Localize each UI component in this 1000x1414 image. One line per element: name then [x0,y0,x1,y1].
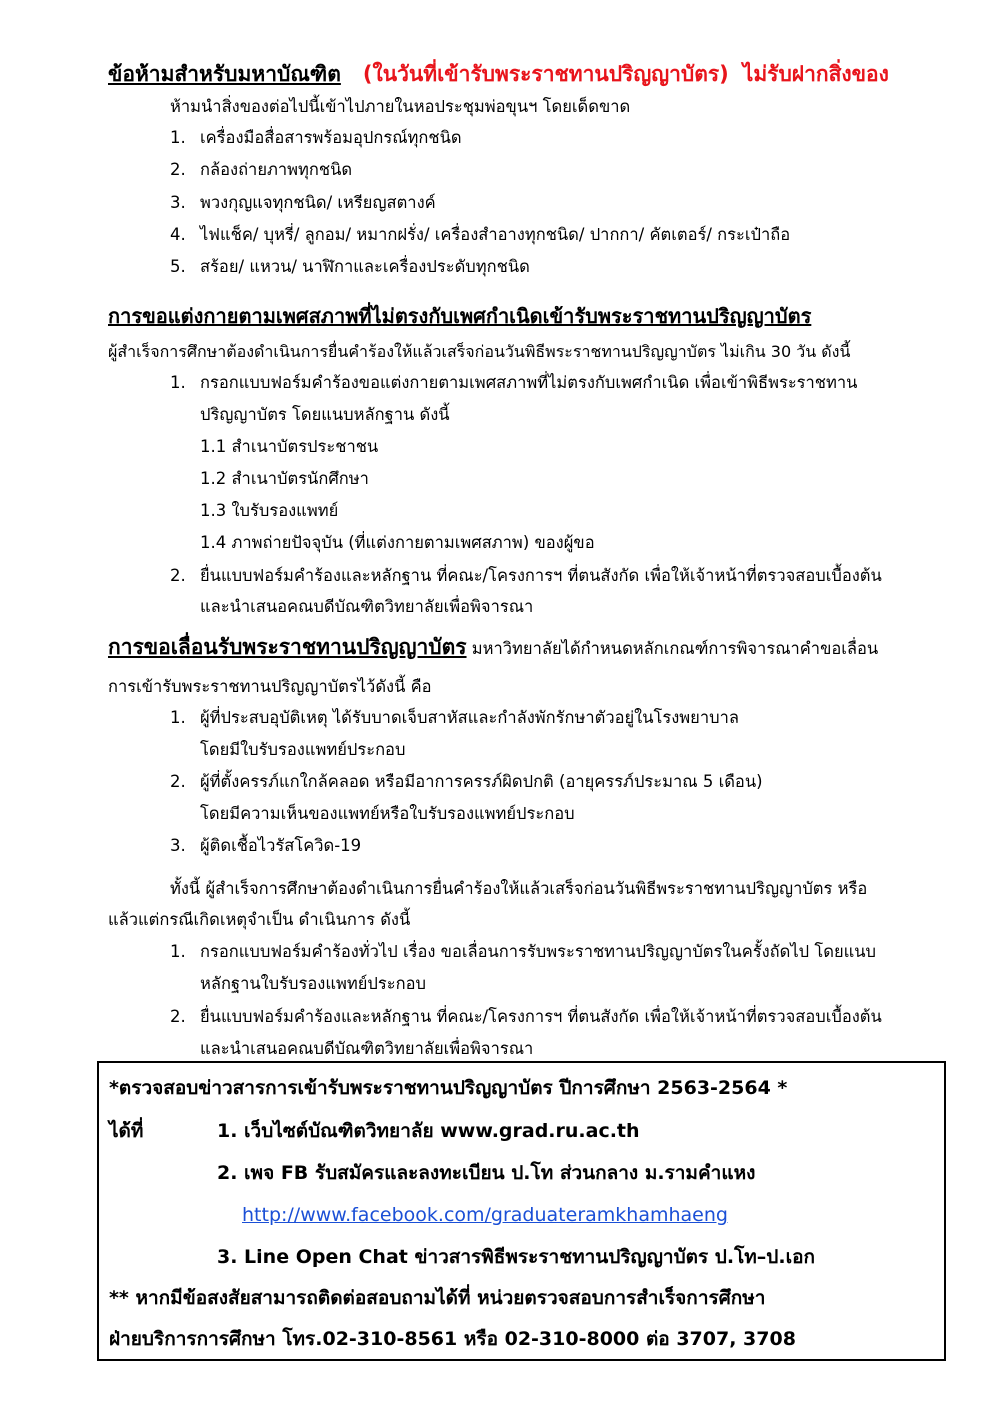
list-item-continuation: หลักฐานใบรับรองแพทย์ประกอบ [200,974,426,993]
list-item: 2. ยื่นแบบฟอร์มคำร้องและหลักฐาน ที่คณะ/โครงการฯ ที่ตนสังกัด เพื่อให้เจ้าหน้าที่ตรวจสอบเบื้องต้น [170,1007,882,1026]
section1-heading [108,58,889,91]
list-item: 2. ผู้ที่ตั้งครรภ์แกใกล้คลอด หรือมีอาการครรภ์ผิดปกติ (อายุครรภ์ประมาณ 5 เดือน) [170,772,763,791]
sub-item: 1.3 ใบรับรองแพทย์ [200,501,339,520]
section1-red-note-2: ไม่รับฝากสิ่งของ [742,62,889,86]
section2-title: การขอแต่งกายตามเพศสภาพที่ไม่ตรงกับเพศกำเนิดเข้ารับพระราชทานปริญญาบัตร [108,304,812,328]
list-item: 3. พวงกุญแจทุกชนิด/ เหรียญสตางค์ [170,193,436,212]
paragraph-line: แล้วแต่กรณีเกิดเหตุจำเป็น ดำเนินการ ดังนี้ [108,910,411,929]
list-item-continuation: ปริญญาบัตร โดยแนบหลักฐาน ดังนี้ [200,405,450,424]
notice-item-line: 3. Line Open Chat ข่าวสารพิธีพระราชทานปริญญาบัตร ป.โท–ป.เอก [217,1246,815,1268]
section3-intro: มหาวิทยาลัยได้กำหนดหลักเกณฑ์การพิจารณาคำขอเลื่อน [466,639,879,658]
notice-heading: *ตรวจสอบข่าวสารการเข้ารับพระราชทานปริญญาบัตร ปีการศึกษา 2563-2564 * [109,1077,788,1099]
section3-intro-2: การเข้ารับพระราชทานปริญญาบัตรไว้ดังนี้ คือ [108,677,432,696]
facebook-link[interactable]: http://www.facebook.com/graduateramkhamhaeng [242,1204,728,1226]
section1-title: ข้อห้ามสำหรับมหาบัณฑิต [108,62,341,86]
list-item: 2. กล้องถ่ายภาพทุกชนิด [170,160,353,179]
list-item: 5. สร้อย/ แหวน/ นาฬิกาและเครื่องประดับทุกชนิด [170,257,530,276]
section3-heading [108,636,878,660]
sub-item: 1.2 สำเนาบัตรนักศึกษา [200,469,369,488]
list-item: 4. ไฟแช็ค/ บุหรี่/ ลูกอม/ หมากฝรั่ง/ เครื่องสำอางทุกชนิด/ ปากกา/ คัตเตอร์/ กระเป๋าถือ [170,225,791,244]
list-item: 3. ผู้ติดเชื้อไวรัสโควิด-19 [170,836,362,855]
list-item-continuation: และนำเสนอคณบดีบัณฑิตวิทยาลัยเพื่อพิจารณา [200,1039,534,1058]
list-item: 1. ผู้ที่ประสบอุบัติเหตุ ได้รับบาดเจ็บสาหัสและกำลังพักรักษาตัวอยู่ในโรงพยาบาล [170,708,739,727]
sub-item: 1.1 สำเนาบัตรประชาชน [200,437,379,456]
notice-item-facebook: 2. เพจ FB รับสมัครและลงทะเบียน ป.โท ส่วนกลาง ม.รามคำแหง [217,1162,756,1184]
paragraph-line: ทั้งนี้ ผู้สำเร็จการศึกษาต้องดำเนินการยื่นคำร้องให้แล้วเสร็จก่อนวันพิธีพระราชทานปริญญาบัตร หรือ [170,879,868,898]
list-item: 1. เครื่องมือสื่อสารพร้อมอุปกรณ์ทุกชนิด [170,128,462,147]
notice-box [97,1061,946,1361]
section1-red-note: (ในวันที่เข้ารับพระราชทานปริญญาบัตร) [362,62,729,86]
notice-contact-2: ฝ่ายบริการการศึกษา โทร.02-310-8561 หรือ 02-310-8000 ต่อ 3707, 3708 [109,1328,796,1350]
list-item-continuation: และนำเสนอคณบดีบัณฑิตวิทยาลัยเพื่อพิจารณา [200,597,534,616]
list-item: 2. ยื่นแบบฟอร์มคำร้องและหลักฐาน ที่คณะ/โครงการฯ ที่ตนสังกัด เพื่อให้เจ้าหน้าที่ตรวจสอบเบื้องต้น [170,566,882,585]
notice-item-website: 1. เว็บไซต์บัณฑิตวิทยาลัย www.grad.ru.ac.th [217,1120,640,1142]
notice-contact-1: ** หากมีข้อสงสัยสามารถติดต่อสอบถามได้ที่ หน่วยตรวจสอบการสำเร็จการศึกษา [109,1287,766,1309]
section3-title: การขอเลื่อนรับพระราชทานปริญญาบัตร [108,635,467,659]
notice-label: ได้ที่ [109,1120,144,1142]
sub-item: 1.4 ภาพถ่ายปัจจุบัน (ที่แต่งกายตามเพศสภาพ) ของผู้ขอ [200,533,595,552]
list-item: 1. กรอกแบบฟอร์มคำร้องขอแต่งกายตามเพศสภาพที่ไม่ตรงกับเพศกำเนิด เพื่อเข้าพิธีพระราชทาน [170,373,858,392]
section2-intro: ผู้สำเร็จการศึกษาต้องดำเนินการยื่นคำร้องให้แล้วเสร็จก่อนวันพิธีพระราชทานปริญญาบัตร ไม่เกิน 30 วัน ดังนี้ [108,342,851,361]
list-item: 1. กรอกแบบฟอร์มคำร้องทั่วไป เรื่อง ขอเลื่อนการรับพระราชทานปริญญาบัตรในครั้งถัดไป โดยแนบ [170,942,877,961]
list-item-continuation: โดยมีใบรับรองแพทย์ประกอบ [200,740,406,759]
section1-intro: ห้ามนำสิ่งของต่อไปนี้เข้าไปภายในหอประชุมพ่อขุนฯ โดยเด็ดขาด [170,97,631,116]
list-item-continuation: โดยมีความเห็นของแพทย์หรือใบรับรองแพทย์ประกอบ [200,804,575,823]
